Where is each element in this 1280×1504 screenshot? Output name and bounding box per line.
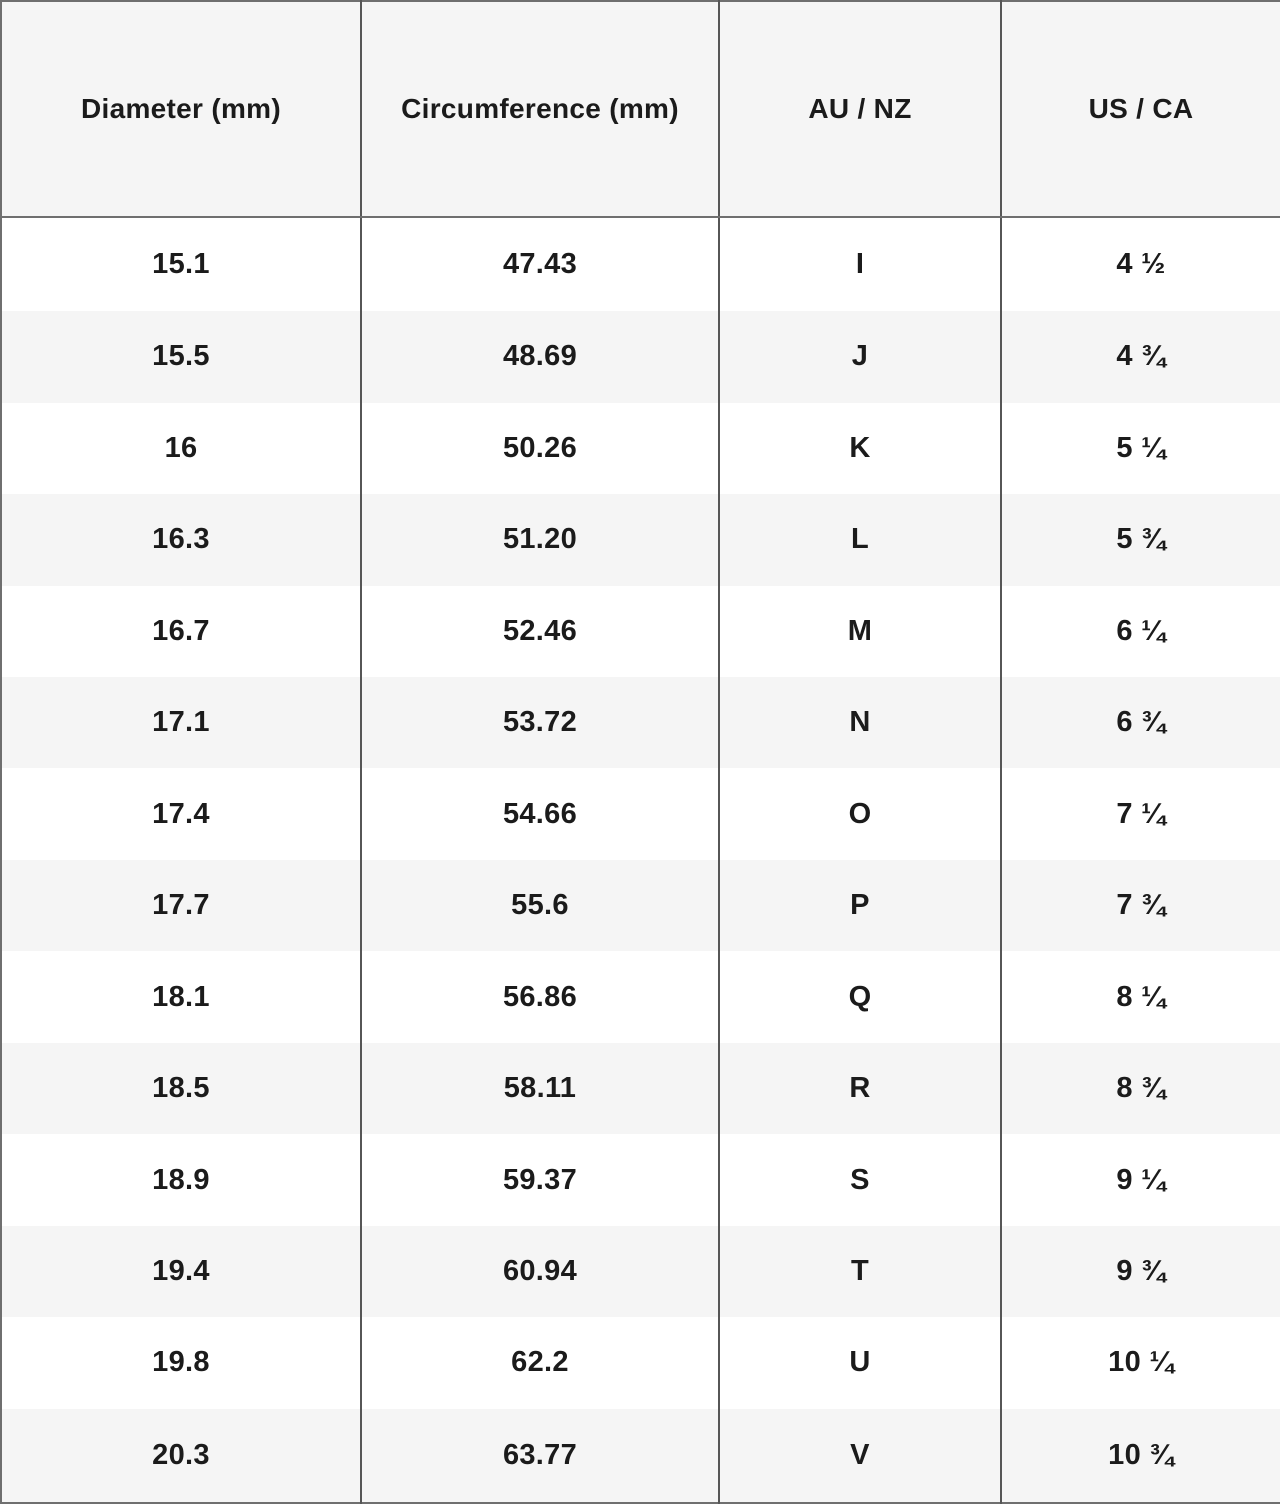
table-cell: P (719, 860, 1001, 951)
table-cell: 60.94 (361, 1226, 719, 1317)
table-row (1, 1043, 1280, 1134)
table-cell: 19.4 (1, 1226, 361, 1317)
table-cell: 63.77 (361, 1409, 719, 1503)
table-row (1, 768, 1280, 859)
table-cell: R (719, 1043, 1001, 1134)
table-row (1, 1409, 1280, 1503)
table-cell: 9 ¼ (1001, 1134, 1280, 1225)
table-cell: 4 ¾ (1001, 311, 1280, 402)
table-cell: 9 ¾ (1001, 1226, 1280, 1317)
table-cell: 54.66 (361, 768, 719, 859)
table-row (1, 860, 1280, 951)
table-cell: 62.2 (361, 1317, 719, 1408)
table-cell: 10 ¼ (1001, 1317, 1280, 1408)
table-row (1, 1317, 1280, 1408)
table-cell: L (719, 494, 1001, 585)
table-cell: 58.11 (361, 1043, 719, 1134)
table-cell: 47.43 (361, 217, 719, 311)
table-cell: J (719, 311, 1001, 402)
table-cell: 15.1 (1, 217, 361, 311)
table-cell: 17.1 (1, 677, 361, 768)
table-cell: 16 (1, 403, 361, 494)
table-cell: 18.1 (1, 951, 361, 1042)
table-cell: 8 ¾ (1001, 1043, 1280, 1134)
table-cell: 5 ¼ (1001, 403, 1280, 494)
table-cell: 5 ¾ (1001, 494, 1280, 585)
table-cell: 8 ¼ (1001, 951, 1280, 1042)
table-header (1, 1, 1280, 217)
header-diameter-mm: Diameter (mm) (1, 1, 361, 217)
table-cell: 19.8 (1, 1317, 361, 1408)
table-cell: 59.37 (361, 1134, 719, 1225)
table-cell: 6 ¼ (1001, 586, 1280, 677)
table-row (1, 951, 1280, 1042)
table-cell: K (719, 403, 1001, 494)
table-cell: 55.6 (361, 860, 719, 951)
table-cell: 51.20 (361, 494, 719, 585)
table-row (1, 403, 1280, 494)
table-row (1, 494, 1280, 585)
table-cell: 10 ¾ (1001, 1409, 1280, 1503)
table-row (1, 586, 1280, 677)
table-cell: 50.26 (361, 403, 719, 494)
table-row (1, 217, 1280, 311)
table-cell: V (719, 1409, 1001, 1503)
table-cell: 7 ¼ (1001, 768, 1280, 859)
table-body (1, 217, 1280, 1503)
table-cell: 17.4 (1, 768, 361, 859)
table-cell: 18.9 (1, 1134, 361, 1225)
table-cell: 48.69 (361, 311, 719, 402)
table-row (1, 311, 1280, 402)
table-cell: O (719, 768, 1001, 859)
header-au-nz: AU / NZ (719, 1, 1001, 217)
table-cell: 6 ¾ (1001, 677, 1280, 768)
header-circumference-mm: Circumference (mm) (361, 1, 719, 217)
table-row (1, 677, 1280, 768)
table-cell: T (719, 1226, 1001, 1317)
header-row (1, 1, 1280, 217)
table-row (1, 1226, 1280, 1317)
table-cell: 20.3 (1, 1409, 361, 1503)
table-cell: S (719, 1134, 1001, 1225)
table-cell: M (719, 586, 1001, 677)
table-cell: I (719, 217, 1001, 311)
table-cell: N (719, 677, 1001, 768)
table-row (1, 1134, 1280, 1225)
table-cell: 16.7 (1, 586, 361, 677)
table-cell: 52.46 (361, 586, 719, 677)
table-cell: U (719, 1317, 1001, 1408)
table-cell: Q (719, 951, 1001, 1042)
table-cell: 56.86 (361, 951, 719, 1042)
header-us-ca: US / CA (1001, 1, 1280, 217)
table-cell: 4 ½ (1001, 217, 1280, 311)
table-cell: 16.3 (1, 494, 361, 585)
table-cell: 53.72 (361, 677, 719, 768)
table-cell: 7 ¾ (1001, 860, 1280, 951)
table-cell: 18.5 (1, 1043, 361, 1134)
table-cell: 17.7 (1, 860, 361, 951)
table-cell: 15.5 (1, 311, 361, 402)
